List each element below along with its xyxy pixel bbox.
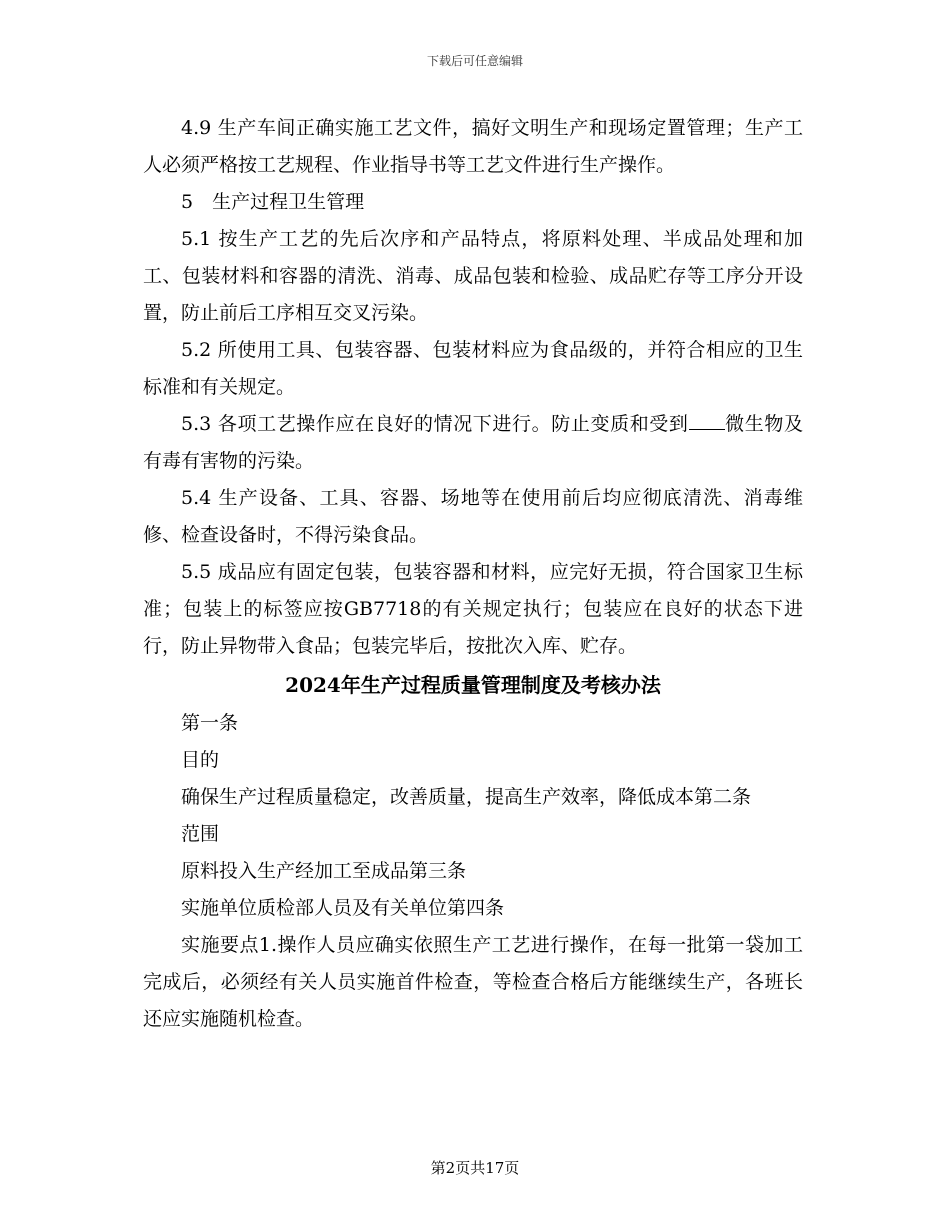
paragraph-5-3-part1: 5.3 各项工艺操作应在良好的情况下进行。防止变质和受到 — [181, 413, 689, 435]
paragraph-5-3 — [143, 406, 803, 480]
scope-label: 范围 — [181, 823, 220, 845]
scope-text: 原料投入生产经加工至成品第三条 — [181, 860, 467, 882]
page-footer: 第2页共17页 — [430, 1159, 520, 1177]
implementation-points-text: 实施要点1.操作人员应确实依照生产工艺进行操作，在每一批第一袋加工完成后，必须经有关人员实施首件检查，等检查合格后方能继续生产，各班长还应实施随机检查。 — [143, 934, 803, 1030]
document-body — [143, 110, 803, 1038]
implementation-unit-text: 实施单位质检部人员及有关单位第四条 — [181, 897, 505, 919]
purpose-label: 目的 — [181, 749, 220, 771]
paragraph-5-1: 5.1 按生产工艺的先后次序和产品特点，将原料处理、半成品处理和加工、包装材料和容器的清洗、消毒、成品包装和检验、成品贮存等工序分开设置，防止前后工序相互交叉污染。 — [143, 228, 803, 324]
paragraph-4-9: 4.9 生产车间正确实施工艺文件，搞好文明生产和现场定置管理；生产工人必须严格按工艺规程、作业指导书等工艺文件进行生产操作。 — [143, 117, 803, 176]
document-title: 2024年生产过程质量管理制度及考核办法 — [285, 673, 661, 697]
section-5-heading: 5 生产过程卫生管理 — [181, 191, 365, 213]
paragraph-5-3-part2: 微生物及有毒有害物的污染。 — [143, 413, 803, 472]
page-header: 下载后可任意编辑 — [426, 54, 523, 68]
purpose-text: 确保生产过程质量稳定，改善质量，提高生产效率，降低成本第二条 — [181, 786, 752, 808]
paragraph-5-5: 5.5 成品应有固定包装，包装容器和材料，应完好无损，符合国家卫生标准；包装上的标签应按GB7718的有关规定执行；包装应在良好的状态下进行，防止异物带入食品；包装完毕后，按批次入库、贮存。 — [143, 561, 803, 657]
blank-underline — [689, 411, 725, 430]
paragraph-5-2: 5.2 所使用工具、包装容器、包装材料应为食品级的，并符合相应的卫生标准和有关规定。 — [143, 339, 803, 398]
article-1-label: 第一条 — [181, 712, 239, 734]
paragraph-5-4: 5.4 生产设备、工具、容器、场地等在使用前后均应彻底清洗、消毒维修、检查设备时，不得污染食品。 — [143, 487, 803, 546]
